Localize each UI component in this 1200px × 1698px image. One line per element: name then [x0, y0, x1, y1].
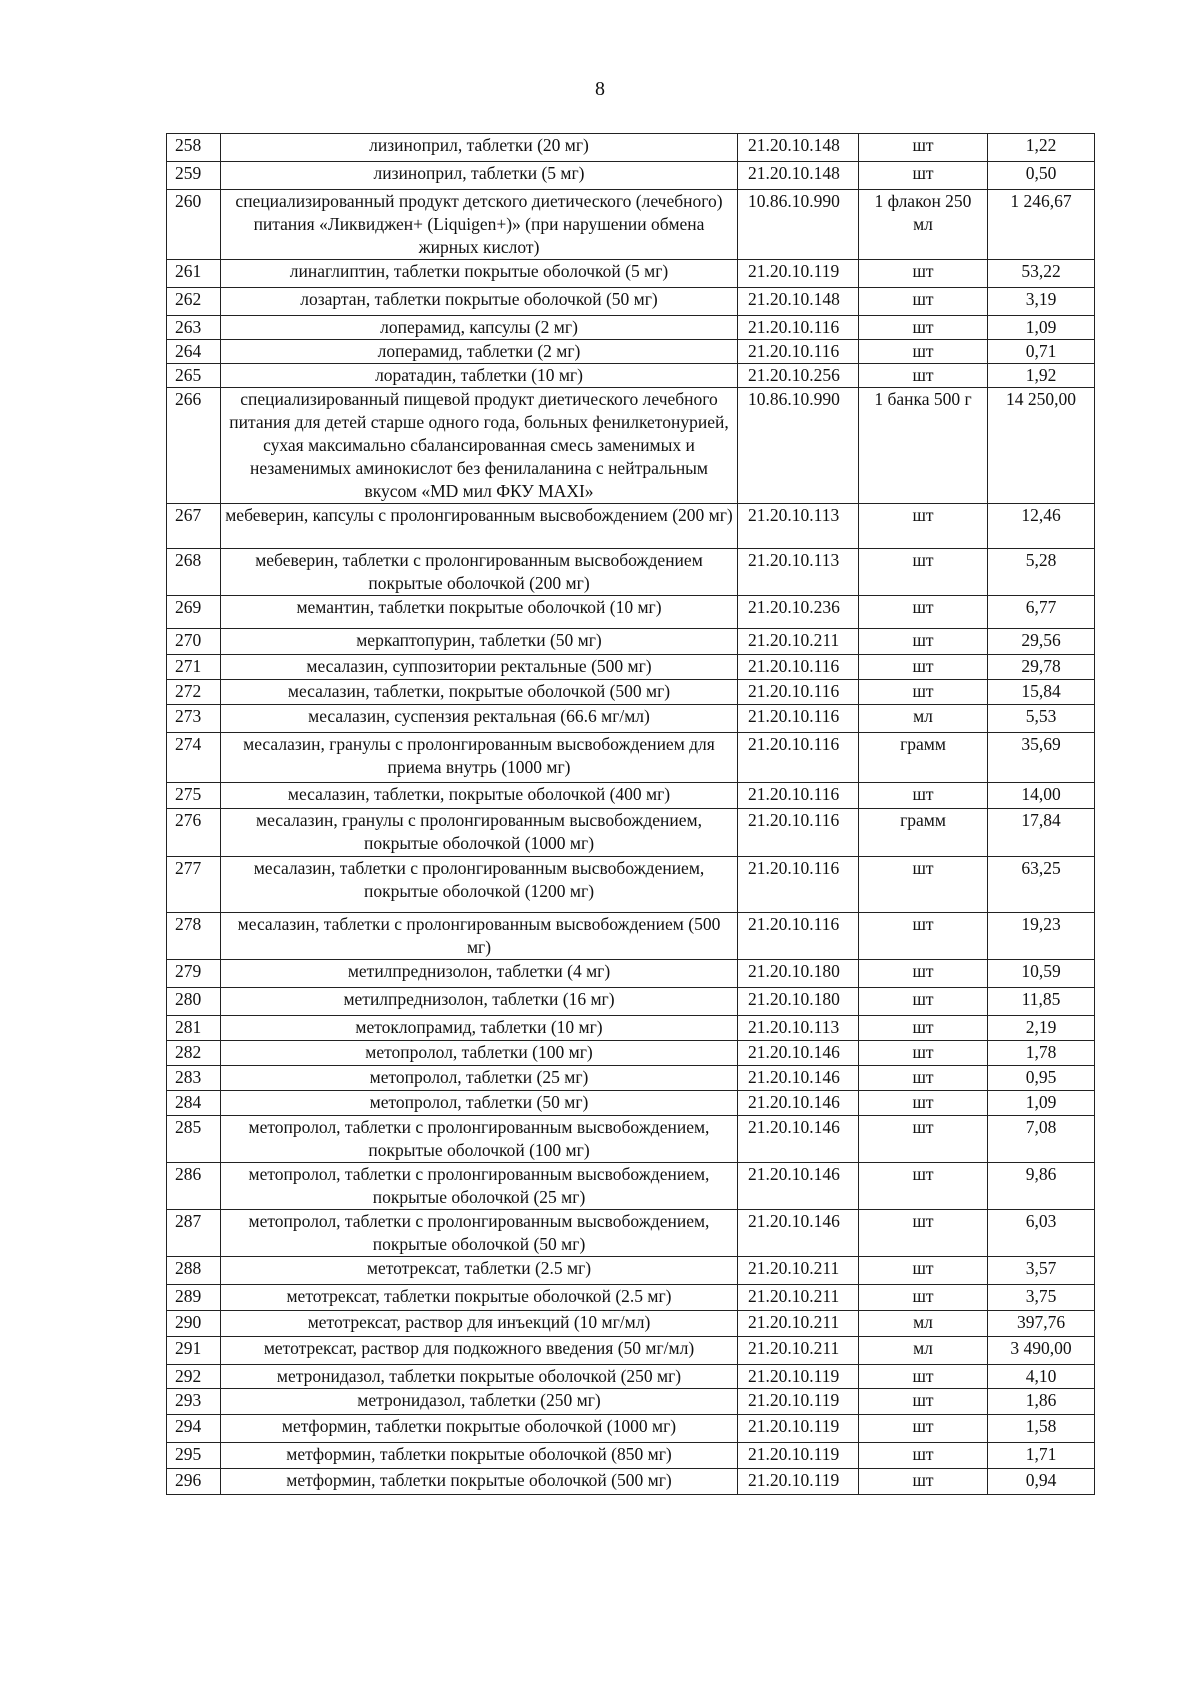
unit-of-measure: мл: [859, 705, 988, 733]
table-row: [167, 705, 1095, 733]
item-name: мебеверин, таблетки с пролонгированным высвобождением покрытые оболочкой (200 мг): [221, 549, 738, 596]
row-number: 259: [167, 162, 221, 190]
table-row: [167, 1091, 1095, 1116]
item-name: метотрексат, таблетки покрытые оболочкой (2.5 мг): [221, 1285, 738, 1311]
price-value: 7,08: [988, 1116, 1095, 1163]
item-name: метформин, таблетки покрытые оболочкой (500 мг): [221, 1469, 738, 1495]
item-name: месалазин, таблетки, покрытые оболочкой (400 мг): [221, 783, 738, 809]
table-row: [167, 388, 1095, 504]
table-row: [167, 629, 1095, 655]
table-row: [167, 504, 1095, 549]
okpd-code: 21.20.10.146: [738, 1210, 859, 1257]
price-value: 10,59: [988, 960, 1095, 988]
unit-of-measure: шт: [859, 988, 988, 1016]
unit-of-measure: шт: [859, 629, 988, 655]
okpd-code: 21.20.10.256: [738, 364, 859, 388]
unit-of-measure: шт: [859, 1285, 988, 1311]
item-name: специализированный продукт детского диетического (лечебного) питания «Ликвиджен+ (Liquigen+)» (при нарушении обмена жирных кислот): [221, 190, 738, 260]
item-name: лоратадин, таблетки (10 мг): [221, 364, 738, 388]
row-number: 271: [167, 655, 221, 680]
table-row: [167, 913, 1095, 960]
unit-of-measure: шт: [859, 162, 988, 190]
item-name: месалазин, таблетки с пролонгированным высвобождением, покрытые оболочкой (1200 мг): [221, 857, 738, 913]
price-value: 1,71: [988, 1443, 1095, 1469]
unit-of-measure: шт: [859, 960, 988, 988]
price-value: 0,94: [988, 1469, 1095, 1495]
item-name: метопролол, таблетки (25 мг): [221, 1066, 738, 1091]
unit-of-measure: шт: [859, 1016, 988, 1041]
unit-of-measure: мл: [859, 1311, 988, 1337]
item-name: мебеверин, капсулы с пролонгированным высвобождением (200 мг): [221, 504, 738, 549]
table-row: [167, 364, 1095, 388]
row-number: 290: [167, 1311, 221, 1337]
table-row: [167, 134, 1095, 162]
item-name: лоперамид, капсулы (2 мг): [221, 316, 738, 340]
row-number: 278: [167, 913, 221, 960]
okpd-code: 21.20.10.180: [738, 988, 859, 1016]
item-name: метформин, таблетки покрытые оболочкой (850 мг): [221, 1443, 738, 1469]
price-value: 1,22: [988, 134, 1095, 162]
item-name: специализированный пищевой продукт диетического лечебного питания для детей старше одного года, больных фенилкетонурией, сухая максимально сбалансированная смесь заменимых и незаменимых аминокислот без фенилаланина с нейтральным вкусом «MD мил ФКУ MAXI»: [221, 388, 738, 504]
item-name: метопролол, таблетки с пролонгированным высвобождением, покрытые оболочкой (50 мг): [221, 1210, 738, 1257]
price-value: 19,23: [988, 913, 1095, 960]
okpd-code: 21.20.10.119: [738, 1469, 859, 1495]
unit-of-measure: шт: [859, 1415, 988, 1443]
unit-of-measure: шт: [859, 316, 988, 340]
price-value: 14,00: [988, 783, 1095, 809]
table-row: [167, 655, 1095, 680]
table-row: [167, 680, 1095, 705]
row-number: 260: [167, 190, 221, 260]
price-value: 35,69: [988, 733, 1095, 783]
okpd-code: 21.20.10.116: [738, 340, 859, 364]
table-row: [167, 316, 1095, 340]
okpd-code: 21.20.10.113: [738, 504, 859, 549]
okpd-code: 10.86.10.990: [738, 190, 859, 260]
table-row: [167, 1311, 1095, 1337]
unit-of-measure: шт: [859, 857, 988, 913]
item-name: метопролол, таблетки с пролонгированным высвобождением, покрытые оболочкой (100 мг): [221, 1116, 738, 1163]
row-number: 296: [167, 1469, 221, 1495]
row-number: 270: [167, 629, 221, 655]
price-value: 3 490,00: [988, 1337, 1095, 1365]
price-value: 4,10: [988, 1365, 1095, 1389]
row-number: 269: [167, 596, 221, 629]
price-value: 1,09: [988, 1091, 1095, 1116]
okpd-code: 21.20.10.211: [738, 1337, 859, 1365]
price-value: 5,28: [988, 549, 1095, 596]
row-number: 284: [167, 1091, 221, 1116]
row-number: 275: [167, 783, 221, 809]
price-value: 3,19: [988, 288, 1095, 316]
unit-of-measure: шт: [859, 783, 988, 809]
unit-of-measure: шт: [859, 1116, 988, 1163]
price-value: 12,46: [988, 504, 1095, 549]
table-row: [167, 1041, 1095, 1066]
price-value: 0,71: [988, 340, 1095, 364]
row-number: 267: [167, 504, 221, 549]
row-number: 286: [167, 1163, 221, 1210]
price-value: 3,57: [988, 1257, 1095, 1285]
price-value: 63,25: [988, 857, 1095, 913]
unit-of-measure: 1 банка 500 г: [859, 388, 988, 504]
row-number: 268: [167, 549, 221, 596]
price-value: 9,86: [988, 1163, 1095, 1210]
okpd-code: 21.20.10.116: [738, 857, 859, 913]
item-name: месалазин, таблетки с пролонгированным высвобождением (500 мг): [221, 913, 738, 960]
unit-of-measure: шт: [859, 1257, 988, 1285]
row-number: 266: [167, 388, 221, 504]
item-name: лизиноприл, таблетки (5 мг): [221, 162, 738, 190]
price-value: 1,09: [988, 316, 1095, 340]
table-row: [167, 1443, 1095, 1469]
okpd-code: 21.20.10.116: [738, 705, 859, 733]
okpd-code: 21.20.10.116: [738, 809, 859, 857]
table-row: [167, 783, 1095, 809]
item-name: метотрексат, раствор для подкожного введения (50 мг/мл): [221, 1337, 738, 1365]
okpd-code: 21.20.10.148: [738, 288, 859, 316]
table-row: [167, 162, 1095, 190]
unit-of-measure: шт: [859, 134, 988, 162]
price-value: 397,76: [988, 1311, 1095, 1337]
item-name: метформин, таблетки покрытые оболочкой (1000 мг): [221, 1415, 738, 1443]
item-name: метронидазол, таблетки покрытые оболочкой (250 мг): [221, 1365, 738, 1389]
okpd-code: 21.20.10.211: [738, 1285, 859, 1311]
okpd-code: 21.20.10.148: [738, 134, 859, 162]
table-row: [167, 1415, 1095, 1443]
item-name: месалазин, таблетки, покрытые оболочкой (500 мг): [221, 680, 738, 705]
unit-of-measure: шт: [859, 504, 988, 549]
price-value: 1,58: [988, 1415, 1095, 1443]
price-value: 1,78: [988, 1041, 1095, 1066]
price-value: 0,50: [988, 162, 1095, 190]
unit-of-measure: мл: [859, 1337, 988, 1365]
okpd-code: 21.20.10.180: [738, 960, 859, 988]
table-row: [167, 260, 1095, 288]
price-value: 1,86: [988, 1389, 1095, 1415]
okpd-code: 21.20.10.146: [738, 1091, 859, 1116]
row-number: 294: [167, 1415, 221, 1443]
row-number: 283: [167, 1066, 221, 1091]
table-row: [167, 1285, 1095, 1311]
unit-of-measure: грамм: [859, 809, 988, 857]
item-name: меркаптопурин, таблетки (50 мг): [221, 629, 738, 655]
item-name: мемантин, таблетки покрытые оболочкой (10 мг): [221, 596, 738, 629]
table-row: [167, 1389, 1095, 1415]
item-name: лозартан, таблетки покрытые оболочкой (50 мг): [221, 288, 738, 316]
row-number: 282: [167, 1041, 221, 1066]
row-number: 281: [167, 1016, 221, 1041]
okpd-code: 21.20.10.113: [738, 1016, 859, 1041]
price-value: 0,95: [988, 1066, 1095, 1091]
price-value: 5,53: [988, 705, 1095, 733]
unit-of-measure: 1 флакон 250 мл: [859, 190, 988, 260]
unit-of-measure: шт: [859, 1365, 988, 1389]
row-number: 280: [167, 988, 221, 1016]
table-row: [167, 988, 1095, 1016]
unit-of-measure: шт: [859, 1091, 988, 1116]
row-number: 289: [167, 1285, 221, 1311]
item-name: лоперамид, таблетки (2 мг): [221, 340, 738, 364]
price-value: 1,92: [988, 364, 1095, 388]
row-number: 264: [167, 340, 221, 364]
item-name: лизиноприл, таблетки (20 мг): [221, 134, 738, 162]
row-number: 261: [167, 260, 221, 288]
price-value: 53,22: [988, 260, 1095, 288]
item-name: метотрексат, таблетки (2.5 мг): [221, 1257, 738, 1285]
okpd-code: 21.20.10.146: [738, 1041, 859, 1066]
item-name: линаглиптин, таблетки покрытые оболочкой (5 мг): [221, 260, 738, 288]
item-name: метопролол, таблетки (50 мг): [221, 1091, 738, 1116]
row-number: 295: [167, 1443, 221, 1469]
table-body: [167, 134, 1095, 1495]
table-row: [167, 1210, 1095, 1257]
table-row: [167, 809, 1095, 857]
price-value: 6,77: [988, 596, 1095, 629]
price-table: [166, 133, 1095, 1495]
item-name: метоклопрамид, таблетки (10 мг): [221, 1016, 738, 1041]
okpd-code: 21.20.10.146: [738, 1163, 859, 1210]
row-number: 277: [167, 857, 221, 913]
table-row: [167, 1016, 1095, 1041]
item-name: метронидазол, таблетки (250 мг): [221, 1389, 738, 1415]
price-value: 2,19: [988, 1016, 1095, 1041]
price-value: 1 246,67: [988, 190, 1095, 260]
okpd-code: 21.20.10.116: [738, 783, 859, 809]
table-row: [167, 1066, 1095, 1091]
unit-of-measure: шт: [859, 1163, 988, 1210]
unit-of-measure: шт: [859, 913, 988, 960]
okpd-code: 21.20.10.148: [738, 162, 859, 190]
okpd-code: 21.20.10.236: [738, 596, 859, 629]
price-value: 29,78: [988, 655, 1095, 680]
unit-of-measure: шт: [859, 1469, 988, 1495]
okpd-code: 21.20.10.116: [738, 316, 859, 340]
row-number: 273: [167, 705, 221, 733]
okpd-code: 21.20.10.211: [738, 1311, 859, 1337]
price-value: 17,84: [988, 809, 1095, 857]
unit-of-measure: шт: [859, 680, 988, 705]
item-name: месалазин, суппозитории ректальные (500 мг): [221, 655, 738, 680]
okpd-code: 21.20.10.119: [738, 260, 859, 288]
price-value: 14 250,00: [988, 388, 1095, 504]
okpd-code: 21.20.10.119: [738, 1415, 859, 1443]
item-name: метопролол, таблетки (100 мг): [221, 1041, 738, 1066]
table-row: [167, 1163, 1095, 1210]
item-name: месалазин, суспензия ректальная (66.6 мг/мл): [221, 705, 738, 733]
price-value: 11,85: [988, 988, 1095, 1016]
item-name: метотрексат, раствор для инъекций (10 мг/мл): [221, 1311, 738, 1337]
row-number: 292: [167, 1365, 221, 1389]
item-name: месалазин, гранулы с пролонгированным высвобождением, покрытые оболочкой (1000 мг): [221, 809, 738, 857]
okpd-code: 21.20.10.116: [738, 733, 859, 783]
unit-of-measure: шт: [859, 549, 988, 596]
table-row: [167, 340, 1095, 364]
item-name: метопролол, таблетки с пролонгированным высвобождением, покрытые оболочкой (25 мг): [221, 1163, 738, 1210]
unit-of-measure: шт: [859, 1041, 988, 1066]
row-number: 263: [167, 316, 221, 340]
unit-of-measure: шт: [859, 364, 988, 388]
price-value: 6,03: [988, 1210, 1095, 1257]
unit-of-measure: шт: [859, 260, 988, 288]
row-number: 288: [167, 1257, 221, 1285]
okpd-code: 21.20.10.211: [738, 629, 859, 655]
table-row: [167, 549, 1095, 596]
row-number: 279: [167, 960, 221, 988]
row-number: 272: [167, 680, 221, 705]
table-row: [167, 1337, 1095, 1365]
row-number: 291: [167, 1337, 221, 1365]
item-name: метилпреднизолон, таблетки (16 мг): [221, 988, 738, 1016]
table-row: [167, 733, 1095, 783]
price-value: 15,84: [988, 680, 1095, 705]
okpd-code: 21.20.10.116: [738, 680, 859, 705]
okpd-code: 21.20.10.119: [738, 1443, 859, 1469]
table-row: [167, 1257, 1095, 1285]
price-value: 3,75: [988, 1285, 1095, 1311]
table-row: [167, 857, 1095, 913]
item-name: месалазин, гранулы с пролонгированным высвобождением для приема внутрь (1000 мг): [221, 733, 738, 783]
okpd-code: 21.20.10.113: [738, 549, 859, 596]
row-number: 262: [167, 288, 221, 316]
table-row: [167, 288, 1095, 316]
page-number: 8: [595, 78, 605, 100]
okpd-code: 21.20.10.119: [738, 1389, 859, 1415]
okpd-code: 21.20.10.116: [738, 913, 859, 960]
table-row: [167, 1116, 1095, 1163]
unit-of-measure: шт: [859, 340, 988, 364]
row-number: 293: [167, 1389, 221, 1415]
unit-of-measure: шт: [859, 655, 988, 680]
unit-of-measure: шт: [859, 1389, 988, 1415]
row-number: 274: [167, 733, 221, 783]
table-row: [167, 1469, 1095, 1495]
unit-of-measure: грамм: [859, 733, 988, 783]
price-value: 29,56: [988, 629, 1095, 655]
row-number: 265: [167, 364, 221, 388]
table-row: [167, 1365, 1095, 1389]
unit-of-measure: шт: [859, 1210, 988, 1257]
okpd-code: 21.20.10.146: [738, 1116, 859, 1163]
table-row: [167, 596, 1095, 629]
row-number: 287: [167, 1210, 221, 1257]
okpd-code: 10.86.10.990: [738, 388, 859, 504]
unit-of-measure: шт: [859, 1443, 988, 1469]
okpd-code: 21.20.10.211: [738, 1257, 859, 1285]
unit-of-measure: шт: [859, 288, 988, 316]
okpd-code: 21.20.10.146: [738, 1066, 859, 1091]
item-name: метилпреднизолон, таблетки (4 мг): [221, 960, 738, 988]
okpd-code: 21.20.10.119: [738, 1365, 859, 1389]
row-number: 258: [167, 134, 221, 162]
unit-of-measure: шт: [859, 596, 988, 629]
unit-of-measure: шт: [859, 1066, 988, 1091]
row-number: 276: [167, 809, 221, 857]
table-row: [167, 190, 1095, 260]
okpd-code: 21.20.10.116: [738, 655, 859, 680]
row-number: 285: [167, 1116, 221, 1163]
table-row: [167, 960, 1095, 988]
